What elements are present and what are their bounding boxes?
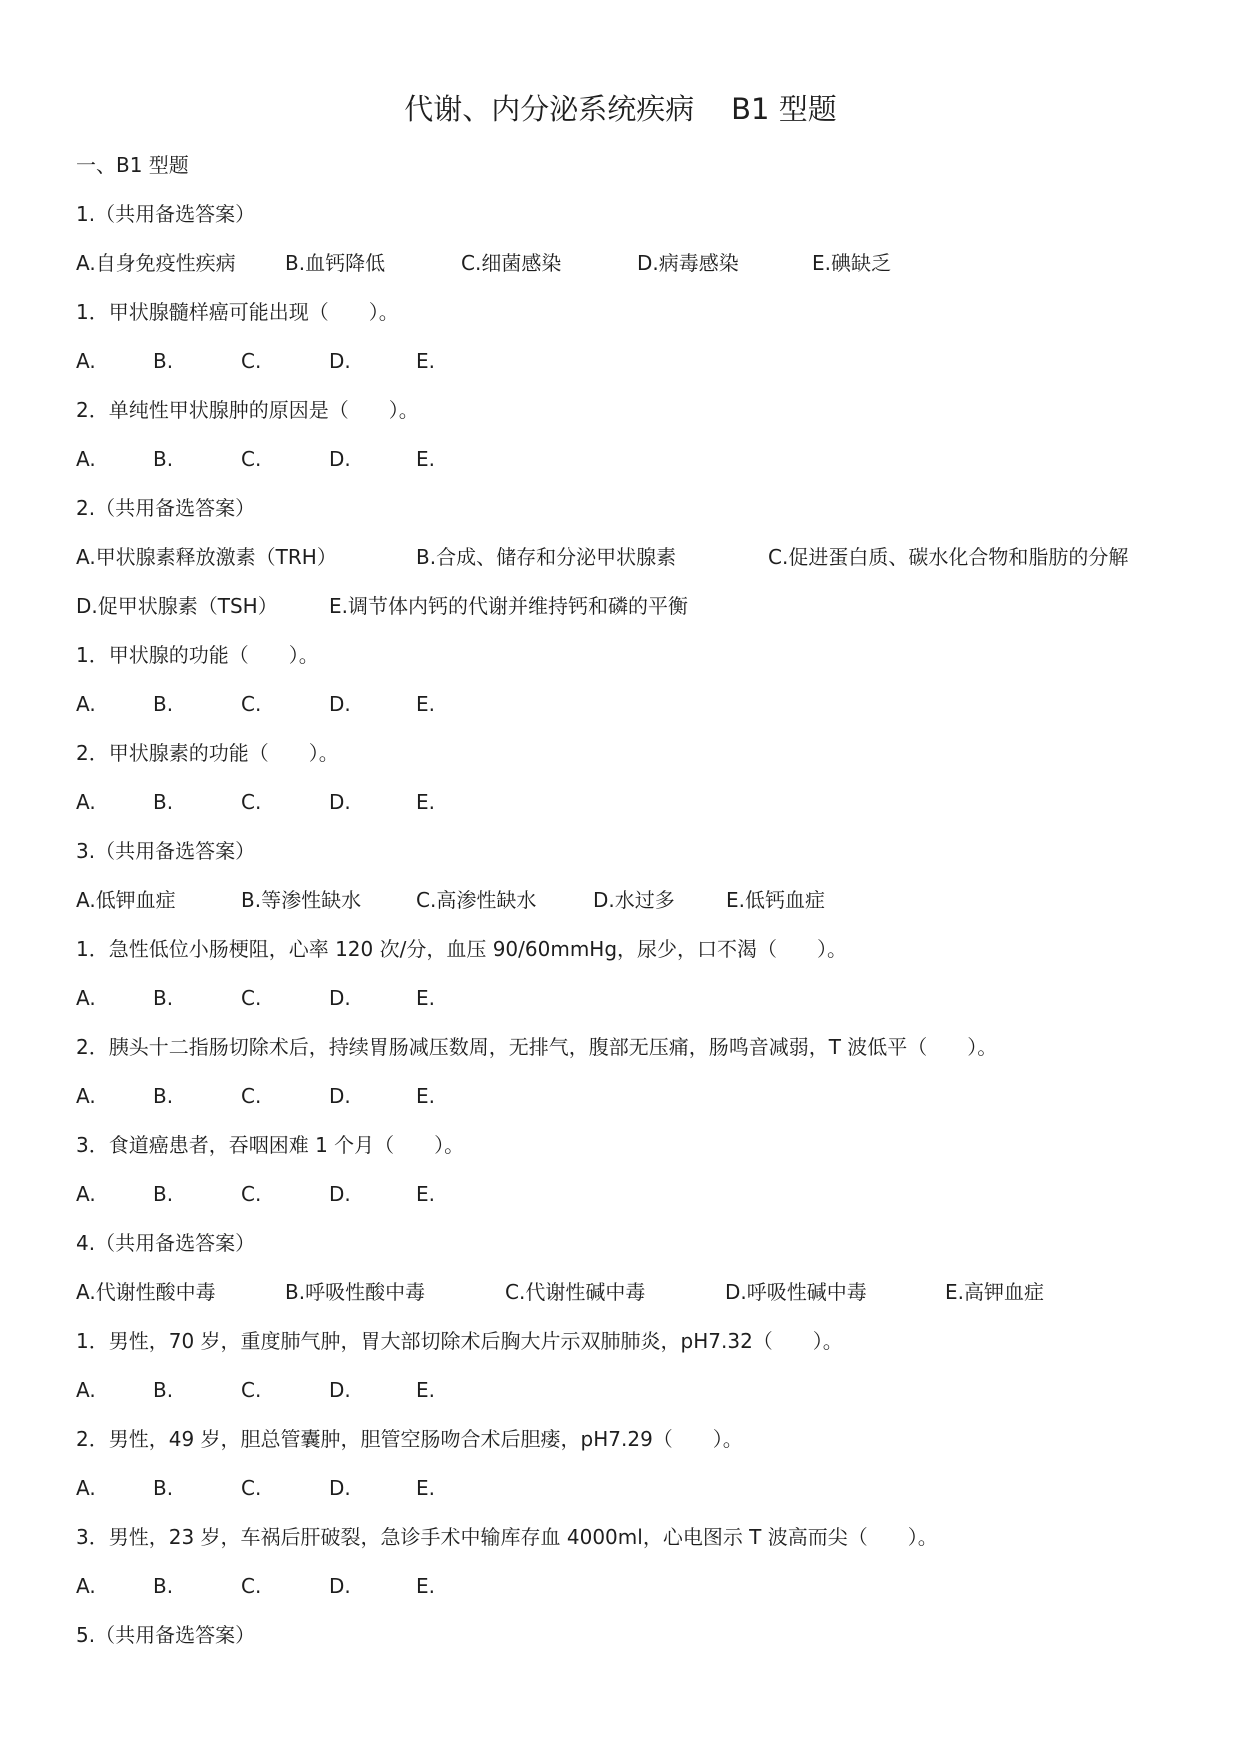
answer-choices — [0, 1180, 1241, 1208]
choice-e: E. — [416, 447, 435, 471]
option-d: D.病毒感染 — [637, 251, 739, 275]
choice-e: E. — [416, 1084, 435, 1108]
choice-b: B. — [153, 1476, 174, 1500]
choice-c: C. — [241, 1574, 262, 1598]
page-title: 代谢、内分泌系统疾病 B1 型题 — [404, 92, 837, 126]
option-e: E.调节体内钙的代谢并维持钙和磷的平衡 — [329, 594, 688, 618]
choice-a: A. — [76, 790, 96, 814]
group-header: 3.（共用备选答案） — [76, 839, 256, 863]
question-row — [0, 1425, 1241, 1453]
answer-choices — [0, 1572, 1241, 1600]
option-b: B.合成、储存和分泌甲状腺素 — [416, 545, 677, 569]
question-text: 2．单纯性甲状腺肿的原因是（ ）。 — [76, 398, 419, 422]
choice-a: A. — [76, 692, 96, 716]
choice-c: C. — [241, 1476, 262, 1500]
choice-d: D. — [329, 349, 351, 373]
option-c: C.高渗性缺水 — [416, 888, 537, 912]
option-b: B.等渗性缺水 — [241, 888, 362, 912]
group-2-options-row-1 — [0, 543, 1241, 571]
option-c: C.促进蛋白质、碳水化合物和脂肪的分解 — [768, 545, 1129, 569]
group-header: 1.（共用备选答案） — [76, 202, 256, 226]
question-text: 2．甲状腺素的功能（ ）。 — [76, 741, 339, 765]
choice-d: D. — [329, 1378, 351, 1402]
option-d: D.呼吸性碱中毒 — [725, 1280, 867, 1304]
section-heading: 一、B1 型题 — [76, 153, 189, 177]
choice-d: D. — [329, 692, 351, 716]
answer-choices — [0, 1474, 1241, 1502]
choice-d: D. — [329, 1084, 351, 1108]
option-d: D.促甲状腺素（TSH） — [76, 594, 278, 618]
question-row — [0, 739, 1241, 767]
choice-c: C. — [241, 1378, 262, 1402]
answer-choices — [0, 788, 1241, 816]
question-text: 1．甲状腺髓样癌可能出现（ ）。 — [76, 300, 399, 324]
choice-c: C. — [241, 1182, 262, 1206]
group-4-header-row — [0, 1229, 1241, 1257]
question-text: 2．男性，49 岁，胆总管囊肿，胆管空肠吻合术后胆瘘，pH7.29（ ）。 — [76, 1427, 743, 1451]
option-c: C.代谢性碱中毒 — [505, 1280, 646, 1304]
choice-b: B. — [153, 986, 174, 1010]
option-b: B.血钙降低 — [285, 251, 386, 275]
choice-b: B. — [153, 349, 174, 373]
answer-choices — [0, 1376, 1241, 1404]
choice-c: C. — [241, 692, 262, 716]
group-header: 5.（共用备选答案） — [76, 1623, 256, 1647]
choice-e: E. — [416, 1476, 435, 1500]
option-a: A.低钾血症 — [76, 888, 176, 912]
question-text: 2．胰头十二指肠切除术后，持续胃肠减压数周，无排气，腹部无压痛，肠鸣音减弱，T 波低平（ ）。 — [76, 1035, 998, 1059]
choice-c: C. — [241, 1084, 262, 1108]
choice-b: B. — [153, 1378, 174, 1402]
question-row — [0, 935, 1241, 963]
group-5-header-row — [0, 1621, 1241, 1649]
question-text: 1．男性，70 岁，重度肺气肿，胃大部切除术后胸大片示双肺肺炎，pH7.32（ ）。 — [76, 1329, 843, 1353]
group-2-header-row — [0, 494, 1241, 522]
question-row — [0, 1131, 1241, 1159]
choice-d: D. — [329, 790, 351, 814]
question-row — [0, 396, 1241, 424]
choice-e: E. — [416, 790, 435, 814]
choice-d: D. — [329, 1476, 351, 1500]
choice-b: B. — [153, 790, 174, 814]
option-a: A.甲状腺素释放激素（TRH） — [76, 545, 337, 569]
choice-b: B. — [153, 1182, 174, 1206]
choice-e: E. — [416, 1574, 435, 1598]
option-a: A.自身免疫性疾病 — [76, 251, 236, 275]
option-a: A.代谢性酸中毒 — [76, 1280, 216, 1304]
option-d: D.水过多 — [593, 888, 675, 912]
group-1-options — [0, 249, 1241, 277]
choice-e: E. — [416, 1182, 435, 1206]
choice-a: A. — [76, 1574, 96, 1598]
choice-a: A. — [76, 1084, 96, 1108]
option-e: E.碘缺乏 — [812, 251, 891, 275]
choice-b: B. — [153, 692, 174, 716]
answer-choices — [0, 1082, 1241, 1110]
choice-d: D. — [329, 1182, 351, 1206]
answer-choices — [0, 445, 1241, 473]
choice-a: A. — [76, 1476, 96, 1500]
choice-b: B. — [153, 447, 174, 471]
group-1-header-row — [0, 200, 1241, 228]
choice-b: B. — [153, 1084, 174, 1108]
answer-choices — [0, 690, 1241, 718]
choice-c: C. — [241, 447, 262, 471]
question-row — [0, 1033, 1241, 1061]
option-e: E.高钾血症 — [945, 1280, 1044, 1304]
option-c: C.细菌感染 — [461, 251, 562, 275]
question-text: 1．甲状腺的功能（ ）。 — [76, 643, 319, 667]
question-row — [0, 641, 1241, 669]
choice-b: B. — [153, 1574, 174, 1598]
group-4-options — [0, 1278, 1241, 1306]
choice-a: A. — [76, 1182, 96, 1206]
question-row — [0, 298, 1241, 326]
option-e: E.低钙血症 — [726, 888, 825, 912]
question-row — [0, 1327, 1241, 1355]
choice-a: A. — [76, 349, 96, 373]
group-2-options-row-2 — [0, 592, 1241, 620]
choice-e: E. — [416, 986, 435, 1010]
answer-choices — [0, 984, 1241, 1012]
choice-d: D. — [329, 447, 351, 471]
choice-d: D. — [329, 986, 351, 1010]
question-row — [0, 1523, 1241, 1551]
choice-a: A. — [76, 986, 96, 1010]
option-b: B.呼吸性酸中毒 — [285, 1280, 426, 1304]
choice-e: E. — [416, 1378, 435, 1402]
choice-e: E. — [416, 349, 435, 373]
group-3-options — [0, 886, 1241, 914]
group-header: 2.（共用备选答案） — [76, 496, 256, 520]
choice-a: A. — [76, 447, 96, 471]
question-text: 3．男性，23 岁，车祸后肝破裂，急诊手术中输库存血 4000ml，心电图示 T 波高而尖（ ）。 — [76, 1525, 938, 1549]
question-text: 1．急性低位小肠梗阻，心率 120 次/分，血压 90/60mmHg，尿少，口不渴（ ）。 — [76, 937, 848, 961]
choice-d: D. — [329, 1574, 351, 1598]
choice-c: C. — [241, 986, 262, 1010]
group-3-header-row — [0, 837, 1241, 865]
choice-c: C. — [241, 349, 262, 373]
question-text: 3．食道癌患者，吞咽困难 1 个月（ ）。 — [76, 1133, 465, 1157]
choice-c: C. — [241, 790, 262, 814]
answer-choices — [0, 347, 1241, 375]
choice-a: A. — [76, 1378, 96, 1402]
choice-e: E. — [416, 692, 435, 716]
group-header: 4.（共用备选答案） — [76, 1231, 256, 1255]
section-heading-row — [0, 151, 1241, 179]
